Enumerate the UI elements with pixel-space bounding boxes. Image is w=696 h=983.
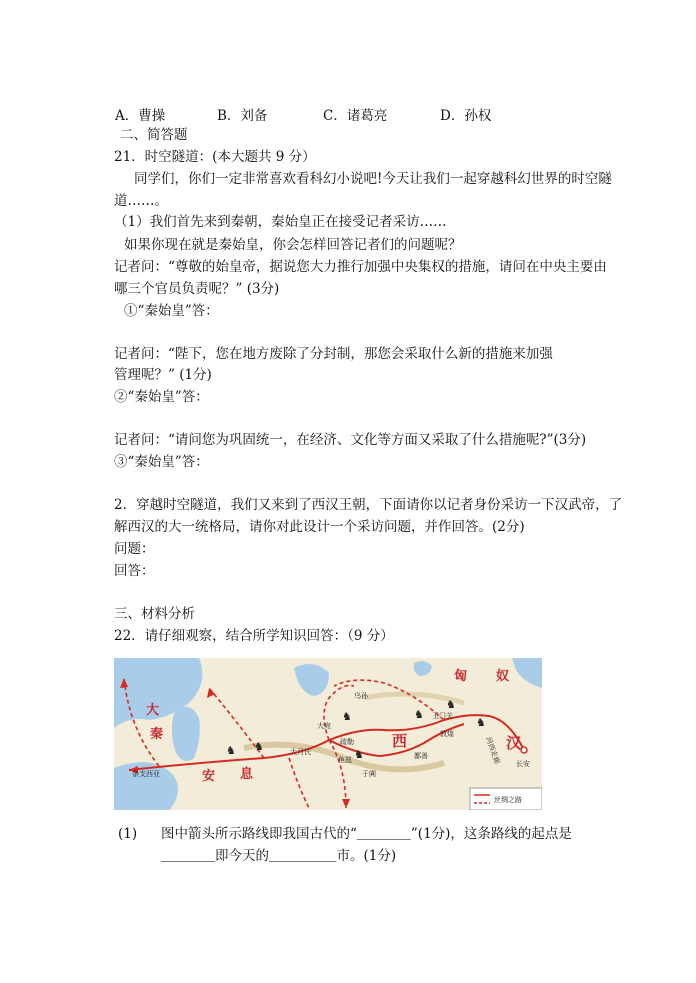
changan-marker: [521, 747, 527, 753]
sub-question-1-line-1: 图中箭头所示路线即我国古代的“＿＿＿＿”(1分)，这条路线的起点是: [161, 826, 572, 842]
intro-line-2: 道……。: [114, 193, 168, 209]
intro-line-1: 同学们，你们一定非常喜欢看科幻小说吧!今天让我们一起穿越科幻世界的时空隧: [134, 171, 612, 187]
camel-icon: ♞: [226, 744, 236, 757]
legend-label: 丝绸之路: [494, 796, 522, 804]
label-dayuezhi: 大月氏: [290, 748, 311, 756]
question-21-title: 21．时空隧道：(本大题共 9 分）: [114, 149, 316, 165]
label-dunhuang: 敦煌: [440, 730, 454, 738]
label-qiuci: 龟兹: [338, 756, 352, 764]
label-changan: 长安: [516, 760, 530, 768]
label-anxi-2: 息: [240, 767, 254, 782]
silk-road-map: [114, 658, 542, 810]
label-xihan-1: 西: [392, 732, 408, 750]
label-daqin-2: 秦: [150, 727, 164, 742]
reporter-question-3: 记者问：“请问您为巩固统一，在经济、文化等方面又采取了什么措施呢?”(3分): [114, 432, 587, 448]
option-b: B．刘备: [217, 108, 268, 124]
reporter-question-1-line-2: 哪三个官员负责呢？” (3分): [114, 281, 280, 297]
label-xihan-2: 汉: [506, 734, 522, 752]
label-xiongnu-1: 匈: [454, 669, 468, 684]
label-shanshan: 鄯善: [414, 752, 428, 760]
label-yutian: 于阗: [362, 770, 376, 778]
part-2-line-1: 2．穿越时空隧道，我们又来到了西汉王朝，下面请你以记者身份采访一下汉武帝，了: [114, 497, 623, 513]
reporter-question-2-line-2: 管理呢？” (1分): [114, 367, 212, 383]
answer-label: 回答：: [114, 563, 155, 579]
label-xiongnu-2: 奴: [496, 669, 510, 684]
answer-3-label: ③“秦始皇”答：: [114, 454, 209, 470]
option-a: A．曹操: [115, 108, 166, 124]
map-caspian: [172, 707, 200, 761]
sub-question-1-number: (1): [118, 826, 138, 842]
camel-icon: ♞: [342, 710, 352, 723]
label-city-west: 条支西亚: [132, 770, 160, 778]
section-heading-short-answer: 二、简答题: [120, 127, 188, 143]
label-shule: 疏勒: [340, 738, 354, 746]
option-d: D．孙权: [440, 108, 492, 124]
question-label: 问题：: [114, 541, 155, 557]
label-hexi: 河西走廊: [484, 735, 502, 765]
camel-icon: ♞: [254, 740, 264, 753]
label-dayuan: 大宛: [317, 722, 331, 730]
answer-2-label: ②“秦始皇”答：: [114, 389, 209, 405]
label-anxi-1: 安: [202, 769, 216, 784]
label-daqin-1: 大: [146, 703, 160, 718]
sub-question-1-line-2: ＿＿＿＿即今天的＿＿＿＿＿市。(1分): [161, 848, 397, 864]
label-wusun: 乌孙: [354, 692, 368, 700]
camel-icon: ♞: [414, 708, 424, 721]
camel-icon: ♞: [476, 716, 486, 729]
answer-1-label: ①“秦始皇”答：: [124, 303, 219, 319]
question-22-title: 22．请仔细观察，结合所学知识回答：（9 分）: [114, 628, 394, 644]
reporter-question-2-line-1: 记者问：“陛下，您在地方废除了分封制，那您会采取什么新的措施来加强: [114, 346, 553, 362]
label-yumenguan: 玉门关: [432, 712, 453, 720]
reporter-question-1-line-1: 记者问：“尊敬的始皇帝，据说您大力推行加强中央集权的措施，请问在中央主要由: [114, 259, 607, 275]
option-c: C．诸葛亮: [323, 108, 388, 124]
section-heading-material: 三、材料分析: [114, 606, 195, 622]
part-1-sub: 如果你现在就是秦始皇，你会怎样回答记者们的问题呢？: [124, 237, 462, 253]
part-1-intro: （1）我们首先来到秦朝，秦始皇正在接受记者采访……: [114, 214, 447, 230]
camel-icon: ♞: [354, 748, 364, 761]
part-2-line-2: 解西汉的大一统格局，请你对此设计一个采访问题，并作回答。(2分): [114, 519, 525, 535]
camel-icon: ♞: [446, 698, 456, 711]
